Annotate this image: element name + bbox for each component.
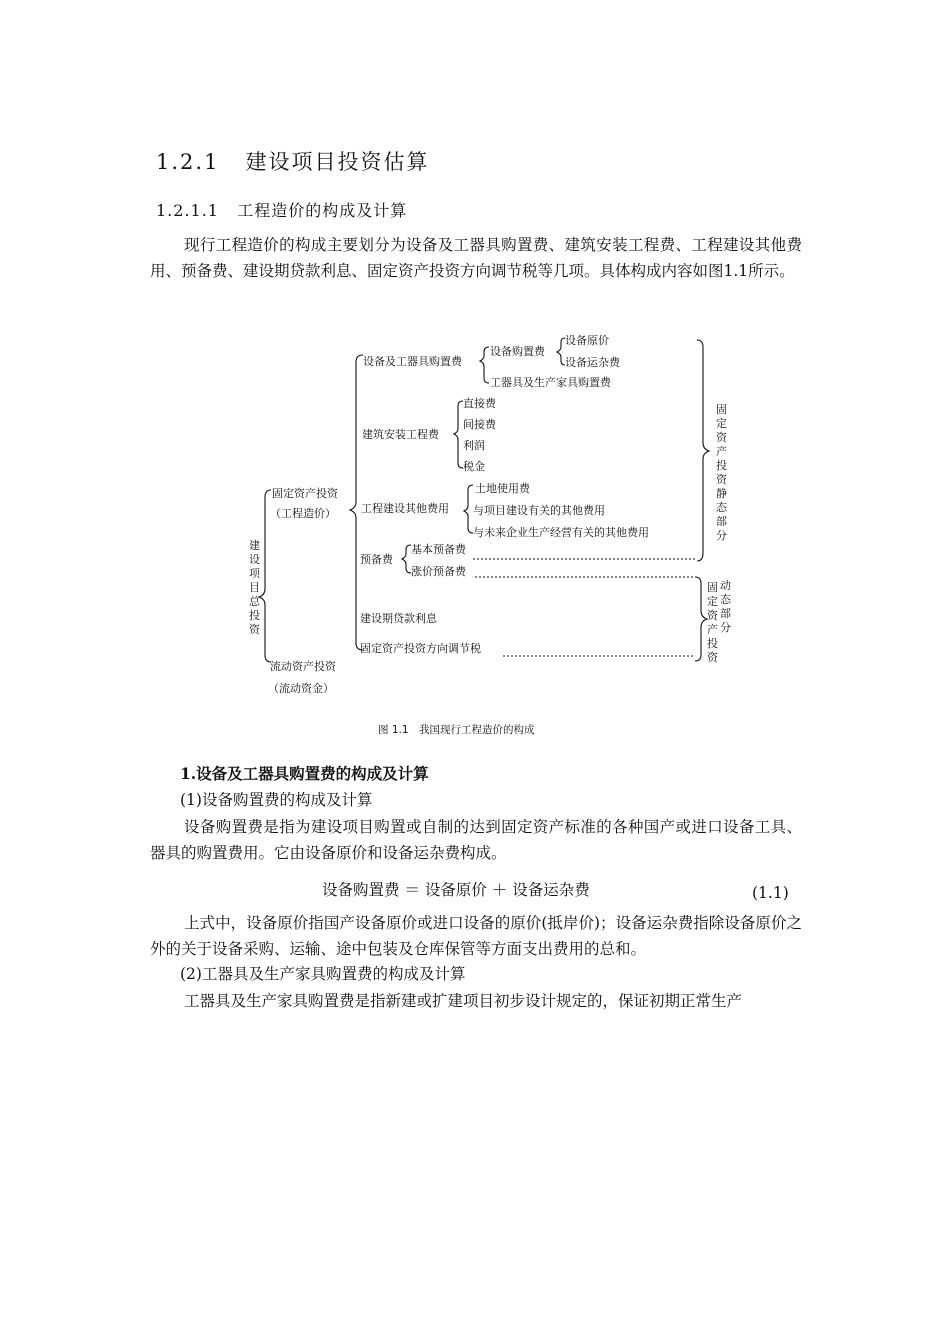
dynamic-part-label-a: 动态部分 [720, 579, 731, 634]
tax-label: 税金 [463, 460, 485, 473]
current-invest-sub-label: （流动资金） [268, 682, 334, 695]
equip-purchase-brace [557, 338, 565, 365]
tools-purchase-label: 工器具及生产家具购置费 [490, 376, 611, 389]
equip-tools-brace [480, 347, 489, 383]
heading-title: 工程造价的构成及计算 [237, 201, 408, 220]
section-1-paragraph-3: 工器具及生产家具购置费是指新建或扩建项目初步设计规定的，保证初期正常生产 [184, 992, 743, 1010]
future-related-label: 与未来企业生产经营有关的其他费用 [473, 526, 649, 539]
equation-1-1: 设备购置费 ＝ 设备原价 ＋ 设备运杂费 [322, 881, 590, 899]
basic-reserve-label: 基本预备费 [411, 543, 466, 556]
equip-tools-label: 设备及工器具购置费 [363, 355, 462, 368]
section-1-title: 1.设备及工器具购置费的构成及计算 [180, 764, 429, 783]
heading-number: 1.2.1.1 [156, 201, 219, 220]
heading-title: 建设项目投资估算 [245, 150, 430, 174]
equip-purchase-label: 设备购置费 [490, 345, 545, 358]
adjust-tax-label: 固定资产投资方向调节税 [360, 642, 481, 655]
profit-label: 利润 [463, 439, 485, 452]
indirect-cost-label: 间接费 [463, 418, 496, 431]
heading-number: 1.2.1 [156, 150, 220, 174]
land-use-label: 土地使用费 [475, 482, 530, 495]
reserve-label: 预备费 [360, 553, 393, 566]
fixed-invest-label: 固定资产投资 [272, 487, 338, 500]
current-invest-label: 流动资产投资 [270, 660, 336, 673]
other-costs-label: 工程建设其他费用 [361, 502, 449, 515]
price-reserve-label: 涨价预备费 [411, 565, 466, 578]
section-1-sub2: (2)工器具及生产家具购置费的构成及计算 [180, 965, 466, 983]
dynamic-part-label-b: 固定资产投资 [707, 581, 718, 664]
section-1-sub1: (1)设备购置费的构成及计算 [180, 791, 373, 809]
intro-paragraph: 现行工程造价的构成主要划分为设备及工器具购置费、建筑安装工程费、工程建设其他费用、预备费、建设期贷款利息、固定资产投资方向调节税等几项。具体构成内容如图1.1所示。 [150, 236, 802, 280]
static-part-label: 固定资产投资静态部分 [716, 403, 727, 542]
project-related-label: 与项目建设有关的其他费用 [473, 504, 605, 517]
section-1-paragraph-1: 设备购置费是指为建设项目购置或自制的达到固定资产标准的各种国产或进口设备工具、器具的购置费用。它由设备原价和设备运杂费构成。 [150, 818, 802, 862]
section-1-paragraph-2: 上式中，设备原价指国产设备原价或进口设备的原价(抵岸价)；设备运杂费指除设备原价之外的关于设备采购、运输、途中包装及仓库保管等方面支出费用的总和。 [150, 914, 802, 958]
direct-cost-label: 直接费 [463, 397, 496, 410]
fixed-invest-sub-label: （工程造价） [270, 507, 336, 520]
loan-interest-label: 建设期贷款利息 [360, 612, 437, 625]
construction-brace [454, 401, 463, 468]
equation-number: (1.1) [752, 884, 789, 902]
equip-original-label: 设备原价 [565, 334, 609, 347]
figure-caption: 图 1.1 我国现行工程造价的构成 [378, 724, 535, 736]
static-part-brace [697, 340, 709, 561]
cost-composition-diagram [235, 325, 735, 705]
section-heading-1-2-1-1 [156, 198, 407, 221]
equip-transport-label: 设备运杂费 [565, 356, 620, 369]
root-total-investment-label: 建设项目总投资 [249, 539, 260, 636]
other-costs-brace [464, 485, 473, 533]
construction-label: 建筑安装工程费 [362, 428, 439, 441]
section-heading-1-2-1 [156, 146, 429, 176]
reserve-brace [402, 545, 411, 573]
